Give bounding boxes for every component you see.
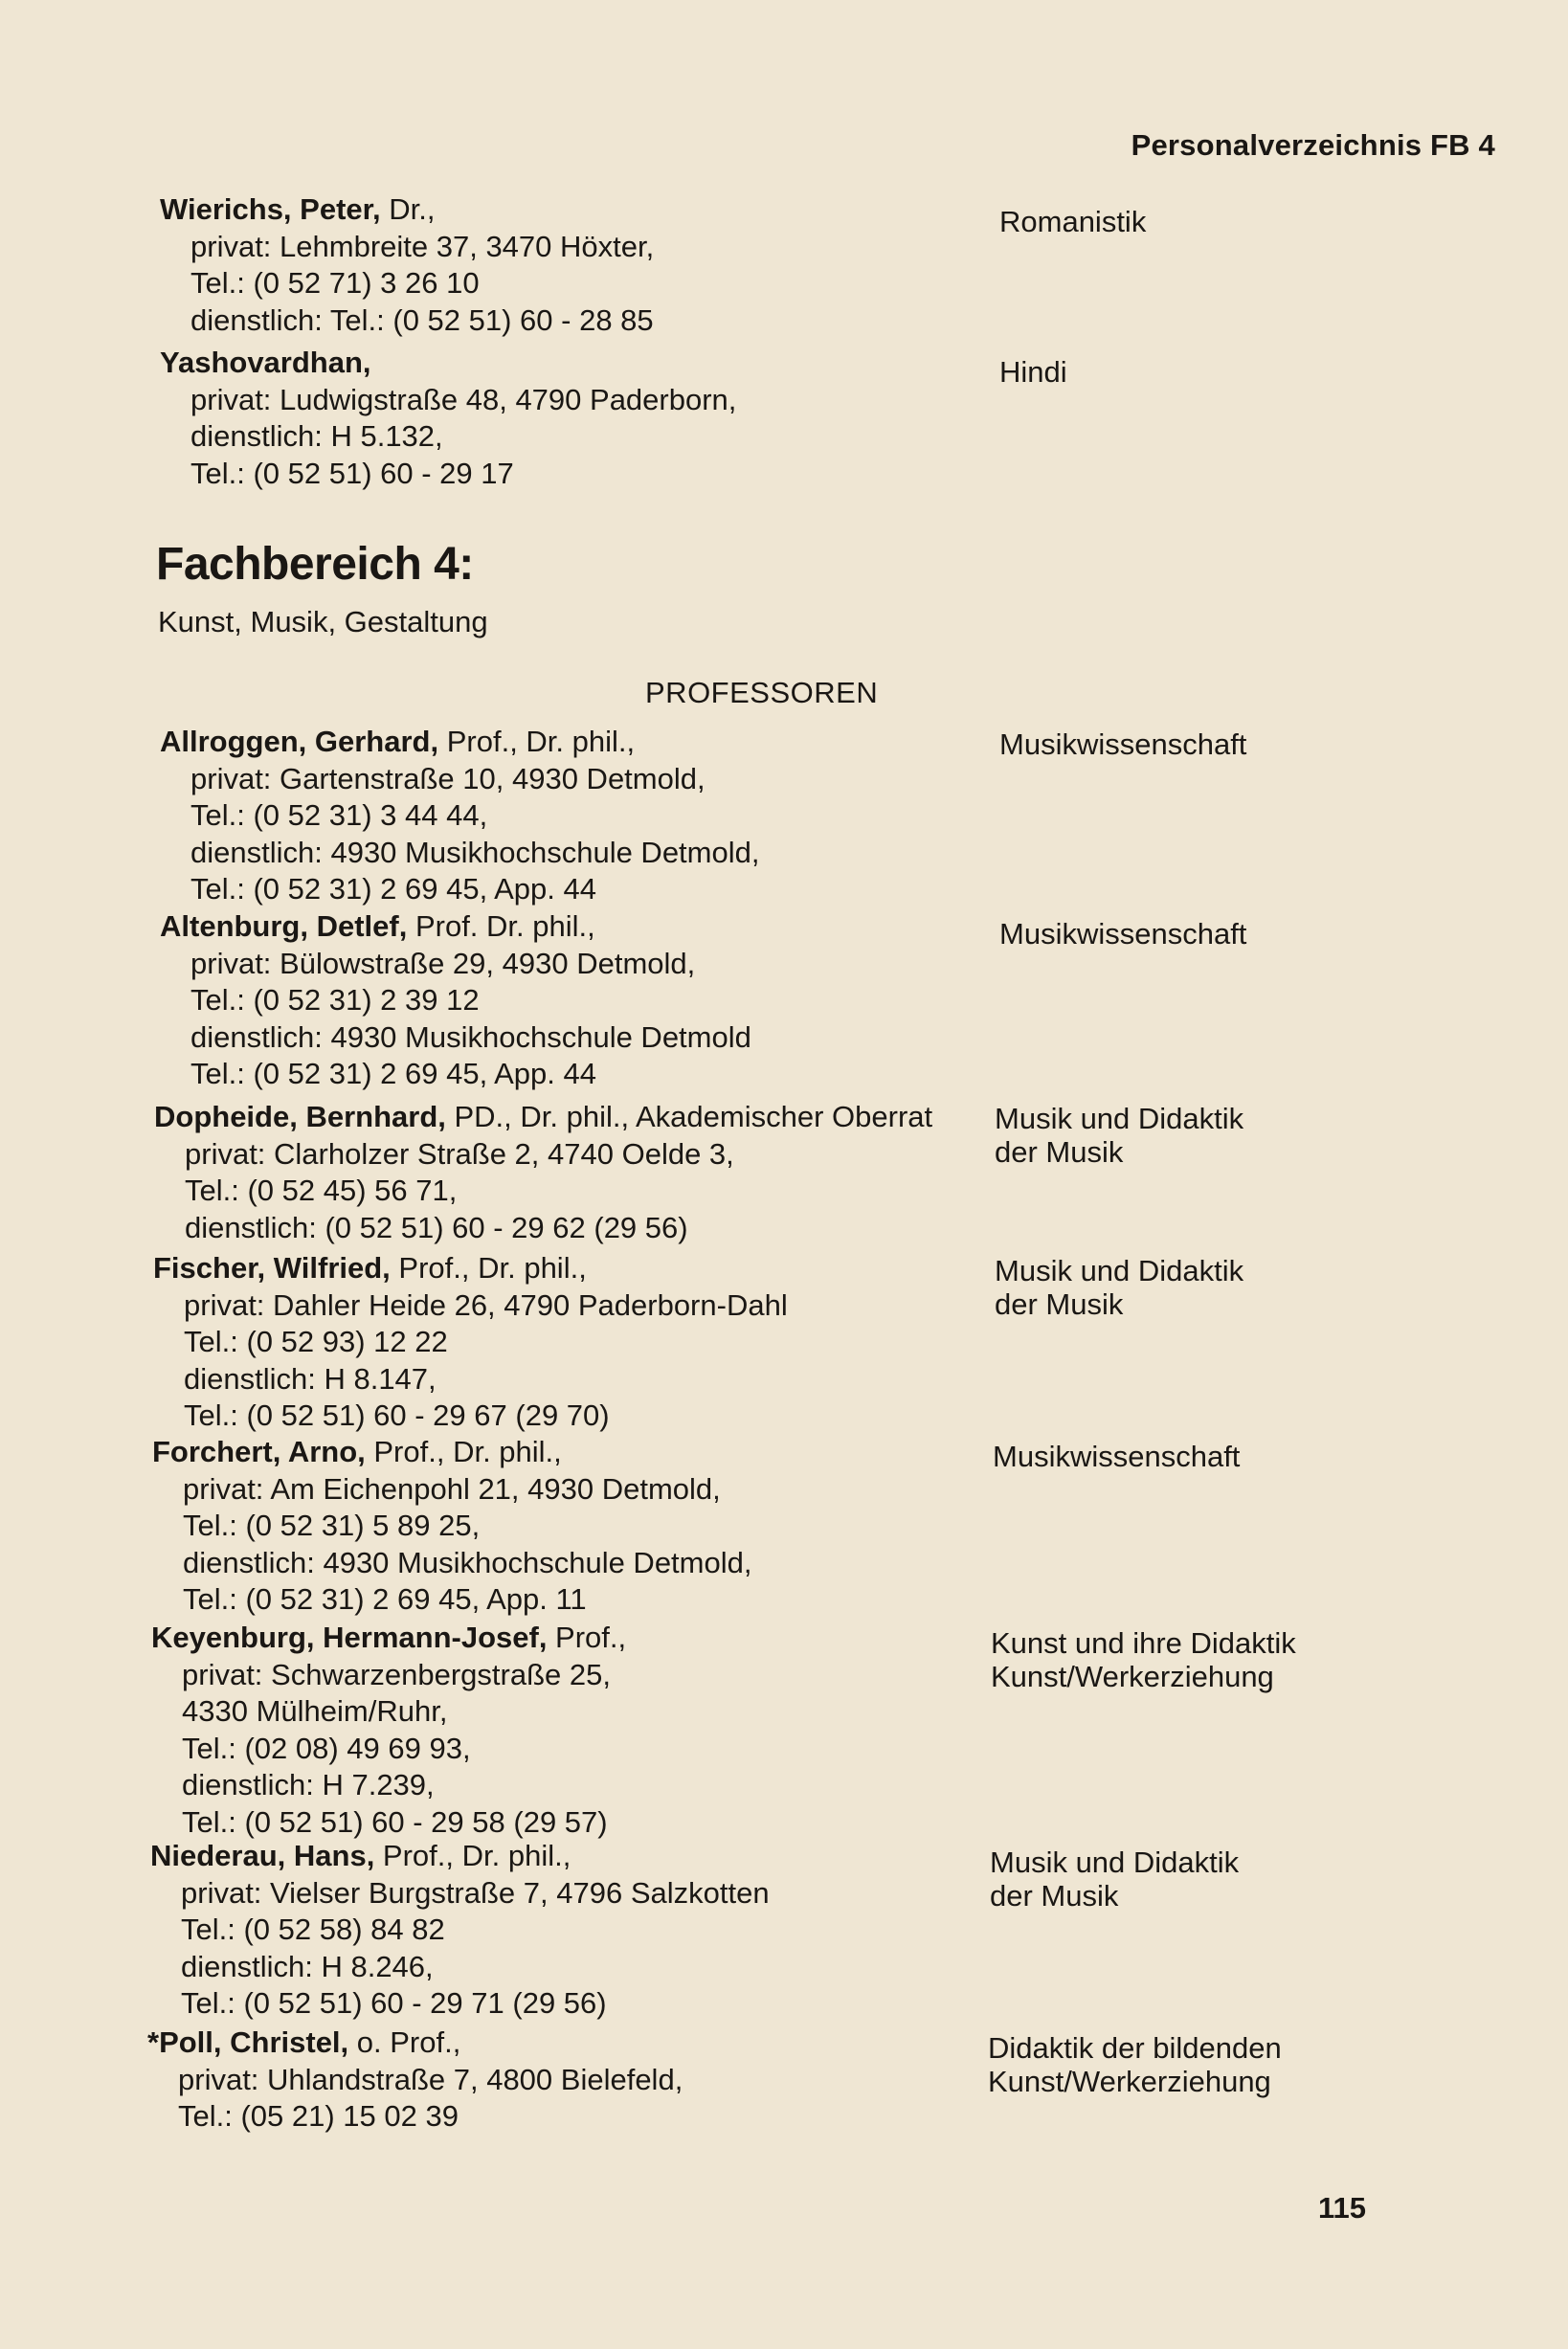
entry-line: privat: Lehmbreite 37, 3470 Höxter, bbox=[190, 229, 655, 263]
entry-title: Prof., bbox=[547, 1621, 627, 1654]
entry-title: PD., Dr. phil., Akademischer Oberrat bbox=[445, 1100, 933, 1133]
entry-line: dienstlich: Tel.: (0 52 51) 60 - 28 85 bbox=[190, 302, 654, 337]
subject-line: Kunst/Werkerziehung bbox=[988, 2065, 1271, 2098]
running-head: Personalverzeichnis FB 4 bbox=[1131, 128, 1495, 162]
entry-subject bbox=[991, 1626, 1527, 1693]
entry-line: Tel.: (0 52 31) 2 69 45, App. 44 bbox=[190, 872, 596, 906]
entry-details bbox=[160, 345, 1002, 492]
entry-details bbox=[153, 1250, 996, 1435]
entry-line: Tel.: (0 52 31) 2 69 45, App. 11 bbox=[183, 1582, 587, 1616]
entry-title: Prof., Dr. phil., bbox=[438, 725, 636, 758]
entry-details bbox=[151, 1620, 994, 1841]
entry-details bbox=[152, 1434, 995, 1619]
entry-line: Tel.: (02 08) 49 69 93, bbox=[182, 1731, 471, 1765]
subject-line: Musik und Didaktik bbox=[995, 1102, 1244, 1135]
entry-title: Prof., Dr. phil., bbox=[390, 1251, 587, 1285]
entry-name: Yashovardhan, bbox=[160, 346, 371, 379]
entry-subject bbox=[993, 1440, 1529, 1473]
section-title: Fachbereich 4: bbox=[156, 539, 474, 590]
entry-details bbox=[160, 908, 1002, 1093]
section-subtitle: Kunst, Musik, Gestaltung bbox=[158, 605, 488, 638]
entry-name: Altenburg, Detlef, bbox=[160, 909, 408, 943]
subject-line: Musikwissenschaft bbox=[993, 1440, 1241, 1473]
entry-line: Tel.: (0 52 71) 3 26 10 bbox=[190, 266, 480, 300]
entry-subject bbox=[988, 2031, 1524, 2098]
entry-subject bbox=[999, 205, 1535, 238]
subject-line: Kunst und ihre Didaktik bbox=[991, 1626, 1296, 1660]
entry-subject bbox=[999, 727, 1535, 761]
page-number: 115 bbox=[1317, 2191, 1366, 2225]
entry-line: privat: Uhlandstraße 7, 4800 Bielefeld, bbox=[178, 2062, 683, 2096]
entry-details bbox=[160, 191, 1002, 339]
entry-name: Allroggen, Gerhard, bbox=[160, 725, 439, 758]
entry-line: privat: Am Eichenpohl 21, 4930 Detmold, bbox=[183, 1471, 721, 1506]
entry-title: Dr., bbox=[380, 192, 436, 226]
entry-subject bbox=[999, 917, 1535, 951]
subject-line: der Musik bbox=[990, 1879, 1119, 1913]
subject-line: der Musik bbox=[995, 1135, 1124, 1169]
entry-name: Fischer, Wilfried, bbox=[153, 1251, 391, 1285]
subject-line: der Musik bbox=[995, 1287, 1124, 1321]
entry-line: dienstlich: 4930 Musikhochschule Detmold, bbox=[190, 835, 760, 869]
subject-line: Musikwissenschaft bbox=[999, 727, 1247, 761]
entry-line: dienstlich: H 7.239, bbox=[182, 1768, 435, 1801]
entry-subject bbox=[990, 1846, 1526, 1913]
entry-line: dienstlich: (0 52 51) 60 - 29 62 (29 56) bbox=[185, 1210, 688, 1244]
entry-line: privat: Ludwigstraße 48, 4790 Paderborn, bbox=[190, 382, 737, 416]
subject-line: Musikwissenschaft bbox=[999, 917, 1247, 951]
entry-line: privat: Vielser Burgstraße 7, 4796 Salzkotten bbox=[181, 1875, 770, 1910]
entry-subject bbox=[995, 1254, 1531, 1321]
entry-line: privat: Bülowstraße 29, 4930 Detmold, bbox=[190, 946, 696, 980]
entry-line: Tel.: (0 52 51) 60 - 29 17 bbox=[190, 456, 514, 490]
entry-line: Tel.: (0 52 31) 2 39 12 bbox=[190, 983, 480, 1017]
entry-name: *Poll, Christel, bbox=[147, 2025, 349, 2059]
entry-line: privat: Schwarzenbergstraße 25, bbox=[182, 1657, 611, 1691]
entry-line: Tel.: (0 52 51) 60 - 29 71 (29 56) bbox=[181, 1986, 607, 2020]
group-heading: PROFESSOREN bbox=[645, 676, 879, 709]
entry-details bbox=[154, 1099, 997, 1246]
entry-details bbox=[147, 2025, 990, 2136]
entry-details bbox=[160, 724, 1002, 908]
subject-line: Hindi bbox=[999, 355, 1067, 389]
entry-line: Tel.: (0 52 45) 56 71, bbox=[185, 1174, 458, 1207]
entry-line: dienstlich: 4930 Musikhochschule Detmold, bbox=[183, 1545, 752, 1579]
entry-line: dienstlich: 4930 Musikhochschule Detmold bbox=[190, 1019, 751, 1054]
entry-line: Tel.: (0 52 51) 60 - 29 67 (29 70) bbox=[184, 1398, 610, 1432]
entry-line: 4330 Mülheim/Ruhr, bbox=[182, 1694, 448, 1728]
entry-name: Wierichs, Peter, bbox=[160, 192, 381, 226]
subject-line: Musik und Didaktik bbox=[995, 1254, 1244, 1287]
entry-title: Prof. Dr. phil., bbox=[407, 909, 595, 943]
entry-line: Tel.: (0 52 93) 12 22 bbox=[184, 1325, 448, 1358]
entry-line: privat: Clarholzer Straße 2, 4740 Oelde 3, bbox=[185, 1136, 734, 1171]
entry-line: dienstlich: H 8.147, bbox=[184, 1361, 437, 1396]
entry-line: dienstlich: H 5.132, bbox=[190, 419, 443, 453]
subject-line: Didaktik der bildenden bbox=[988, 2031, 1282, 2065]
entry-name: Dopheide, Bernhard, bbox=[154, 1100, 446, 1133]
entry-line: Tel.: (0 52 31) 3 44 44, bbox=[190, 798, 488, 832]
entry-name: Keyenburg, Hermann-Josef, bbox=[151, 1621, 548, 1654]
entry-line: dienstlich: H 8.246, bbox=[181, 1949, 434, 1983]
entry-name: Niederau, Hans, bbox=[150, 1839, 375, 1872]
entry-line: privat: Dahler Heide 26, 4790 Paderborn-Dahl bbox=[184, 1287, 788, 1322]
entry-line: Tel.: (0 52 31) 2 69 45, App. 44 bbox=[190, 1057, 596, 1090]
entry-line: Tel.: (05 21) 15 02 39 bbox=[178, 2099, 459, 2133]
entry-line: privat: Gartenstraße 10, 4930 Detmold, bbox=[190, 761, 706, 795]
subject-line: Kunst/Werkerziehung bbox=[991, 1660, 1274, 1693]
entry-line: Tel.: (0 52 58) 84 82 bbox=[181, 1913, 445, 1946]
entry-subject bbox=[999, 355, 1535, 389]
entry-title: o. Prof., bbox=[348, 2025, 461, 2059]
subject-line: Musik und Didaktik bbox=[990, 1846, 1240, 1879]
entry-details bbox=[150, 1838, 993, 2023]
entry-line: Tel.: (0 52 31) 5 89 25, bbox=[183, 1509, 481, 1542]
entry-title: Prof., Dr. phil., bbox=[365, 1435, 562, 1468]
entry-name: Forchert, Arno, bbox=[152, 1435, 366, 1468]
entry-line: Tel.: (0 52 51) 60 - 29 58 (29 57) bbox=[182, 1804, 608, 1839]
subject-line: Romanistik bbox=[999, 205, 1147, 238]
entry-title: Prof., Dr. phil., bbox=[374, 1839, 571, 1872]
entry-subject bbox=[995, 1102, 1531, 1169]
